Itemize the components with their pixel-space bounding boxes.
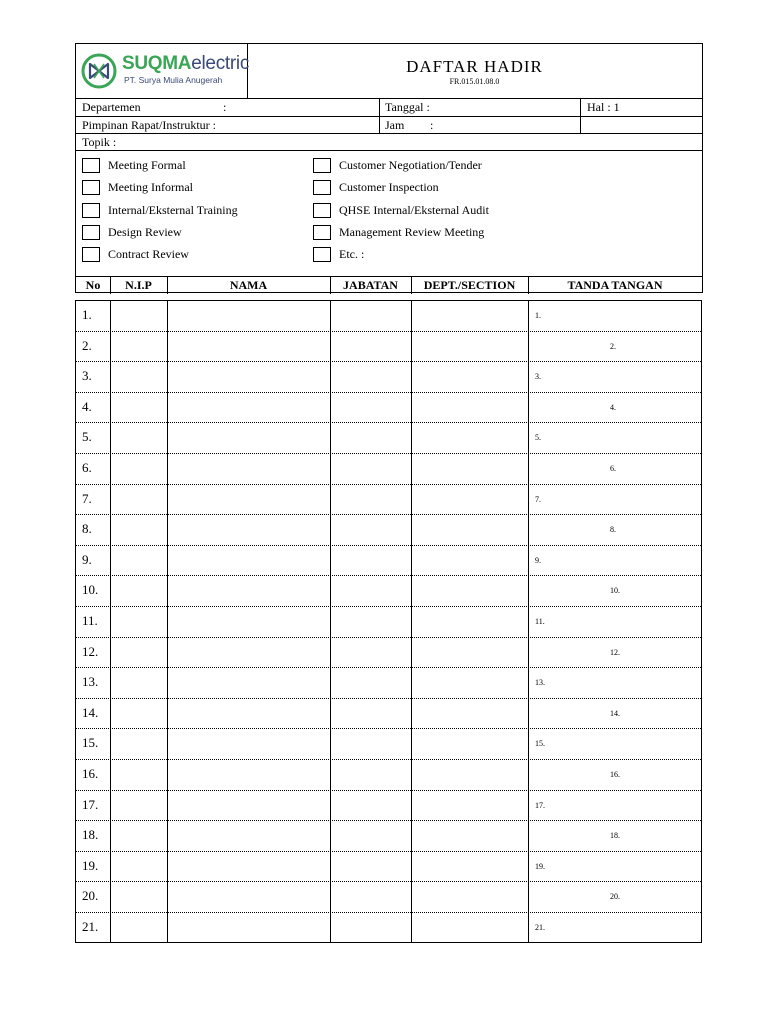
checkbox-label: Design Review xyxy=(108,224,182,239)
table-row xyxy=(76,638,701,669)
table-row xyxy=(76,301,701,332)
row-number: 2. xyxy=(82,337,92,353)
column-header-nip: N.I.P xyxy=(125,278,152,292)
signature-slot[interactable]: 9. xyxy=(535,555,541,565)
checkbox-etc[interactable] xyxy=(313,245,364,263)
row-number: 3. xyxy=(82,368,92,384)
divider xyxy=(76,276,702,277)
signature-slot[interactable]: 14. xyxy=(610,708,620,718)
table-row xyxy=(76,729,701,760)
checkbox-label: Meeting Informal xyxy=(108,179,193,194)
row-number: 21. xyxy=(82,919,99,934)
checkbox-box[interactable] xyxy=(82,225,100,240)
divider xyxy=(580,98,581,133)
signature-slot[interactable]: 4. xyxy=(610,402,616,412)
column-header-nama: NAMA xyxy=(229,278,268,292)
signature-slot[interactable]: 20. xyxy=(610,892,620,902)
logo-cell xyxy=(76,44,248,98)
checkbox-label: Meeting Formal xyxy=(108,157,186,172)
table-row xyxy=(76,362,701,393)
table-row xyxy=(76,821,701,852)
jam-colon: : xyxy=(430,118,434,132)
column-header-tanda-tangan: TANDA TANGAN xyxy=(567,278,663,292)
row-number: 20. xyxy=(82,888,99,904)
document-code: FR.015.01.08.0 xyxy=(449,77,500,86)
checkbox-box[interactable] xyxy=(313,247,331,262)
column-header-no: No xyxy=(85,278,101,292)
hal-label: Hal : 1 xyxy=(587,100,620,114)
table-row xyxy=(76,423,701,454)
checkbox-box[interactable] xyxy=(313,180,331,195)
signature-slot[interactable]: 12. xyxy=(610,647,620,657)
checkbox-contract-review[interactable] xyxy=(82,245,189,263)
row-number: 7. xyxy=(82,490,92,506)
table-row xyxy=(76,332,701,363)
signature-slot[interactable]: 5. xyxy=(535,433,541,443)
divider xyxy=(76,116,702,117)
company-brand xyxy=(122,53,249,75)
signature-slot[interactable]: 10. xyxy=(610,586,620,596)
checkbox-meeting-informal[interactable] xyxy=(82,178,193,196)
table-row xyxy=(76,576,701,607)
jam-label: Jam xyxy=(385,118,405,132)
checkbox-label: Etc. : xyxy=(339,246,365,261)
signature-slot[interactable]: 6. xyxy=(610,464,616,473)
checkbox-label: QHSE Internal/Eksternal Audit xyxy=(339,202,489,217)
row-number: 8. xyxy=(82,521,92,537)
checkbox-box[interactable] xyxy=(313,158,331,173)
table-row xyxy=(76,760,701,791)
checkbox-training[interactable] xyxy=(82,201,238,219)
checkbox-box[interactable] xyxy=(82,180,100,195)
signature-slot[interactable]: 15. xyxy=(535,739,545,749)
checkbox-box[interactable] xyxy=(313,225,331,240)
table-row xyxy=(76,699,701,730)
checkbox-qhse-audit[interactable] xyxy=(313,201,489,219)
row-number: 1. xyxy=(82,307,92,322)
table-row xyxy=(76,607,701,638)
pimpinan-label: Pimpinan Rapat/Instruktur : xyxy=(82,118,216,132)
row-number: 9. xyxy=(82,551,92,567)
document-title: DAFTAR HADIR xyxy=(406,57,543,76)
checkbox-customer-inspection[interactable] xyxy=(313,178,439,196)
row-number: 15. xyxy=(82,735,99,751)
column-header-dept: DEPT./SECTION xyxy=(423,278,516,292)
signature-slot[interactable]: 7. xyxy=(535,494,541,504)
row-number: 16. xyxy=(82,766,99,781)
checkbox-design-review[interactable] xyxy=(82,223,182,241)
divider xyxy=(76,133,702,134)
signature-slot[interactable]: 17. xyxy=(535,800,545,810)
divider xyxy=(76,98,702,99)
attendance-table xyxy=(75,300,702,943)
table-row xyxy=(76,515,701,546)
column-header-jabatan: JABATAN xyxy=(343,278,398,292)
table-row xyxy=(76,485,701,516)
table-row xyxy=(76,393,701,424)
checkbox-label: Management Review Meeting xyxy=(339,224,485,239)
row-number: 14. xyxy=(82,704,99,720)
checkbox-customer-negotiation[interactable] xyxy=(313,156,482,174)
signature-slot[interactable]: 13. xyxy=(535,678,545,688)
table-row xyxy=(76,546,701,577)
brand-bold: SUQMA xyxy=(122,53,192,74)
row-number: 12. xyxy=(82,643,99,659)
row-number: 13. xyxy=(82,674,99,690)
brand-light: electric xyxy=(191,53,250,74)
checkbox-box[interactable] xyxy=(82,158,100,173)
row-number: 19. xyxy=(82,857,99,873)
company-subtitle: PT. Surya Mulia Anugerah xyxy=(124,75,223,85)
row-number: 17. xyxy=(82,796,99,812)
signature-slot[interactable]: 2. xyxy=(610,341,616,351)
signature-slot[interactable]: 19. xyxy=(535,861,545,871)
table-row xyxy=(76,882,701,913)
row-number: 4. xyxy=(82,398,92,414)
divider xyxy=(76,150,702,151)
checkbox-box[interactable] xyxy=(313,203,331,218)
topik-label: Topik : xyxy=(82,135,117,149)
signature-slot[interactable]: 21. xyxy=(535,923,545,932)
row-number: 6. xyxy=(82,460,92,475)
signature-slot[interactable]: 1. xyxy=(535,311,541,320)
row-number: 10. xyxy=(82,582,99,598)
form-header xyxy=(75,43,703,293)
row-number: 18. xyxy=(82,827,99,843)
signature-slot[interactable]: 8. xyxy=(610,525,616,535)
departemen-label: Departemen xyxy=(82,100,141,114)
table-row xyxy=(76,791,701,822)
checkbox-box[interactable] xyxy=(82,247,100,262)
row-number: 5. xyxy=(82,429,92,445)
checkbox-label: Customer Inspection xyxy=(339,179,439,194)
checkbox-meeting-formal[interactable] xyxy=(82,156,186,174)
tanggal-label: Tanggal : xyxy=(385,100,430,114)
signature-slot[interactable]: 16. xyxy=(610,770,620,779)
departemen-colon: : xyxy=(223,100,227,114)
checkbox-management-review[interactable] xyxy=(313,223,484,241)
checkbox-label: Customer Negotiation/Tender xyxy=(339,157,482,172)
signature-slot[interactable]: 18. xyxy=(610,831,620,841)
checkbox-label: Internal/Eksternal Training xyxy=(108,202,238,217)
signature-slot[interactable]: 11. xyxy=(535,617,545,626)
table-row xyxy=(76,668,701,699)
signature-slot[interactable]: 3. xyxy=(535,372,541,382)
row-number: 11. xyxy=(82,613,98,628)
table-row xyxy=(76,913,701,944)
checkbox-box[interactable] xyxy=(82,203,100,218)
divider xyxy=(379,98,380,133)
table-row xyxy=(76,454,701,485)
checkbox-label: Contract Review xyxy=(108,246,189,261)
company-logo-icon xyxy=(80,52,118,90)
table-row xyxy=(76,852,701,883)
